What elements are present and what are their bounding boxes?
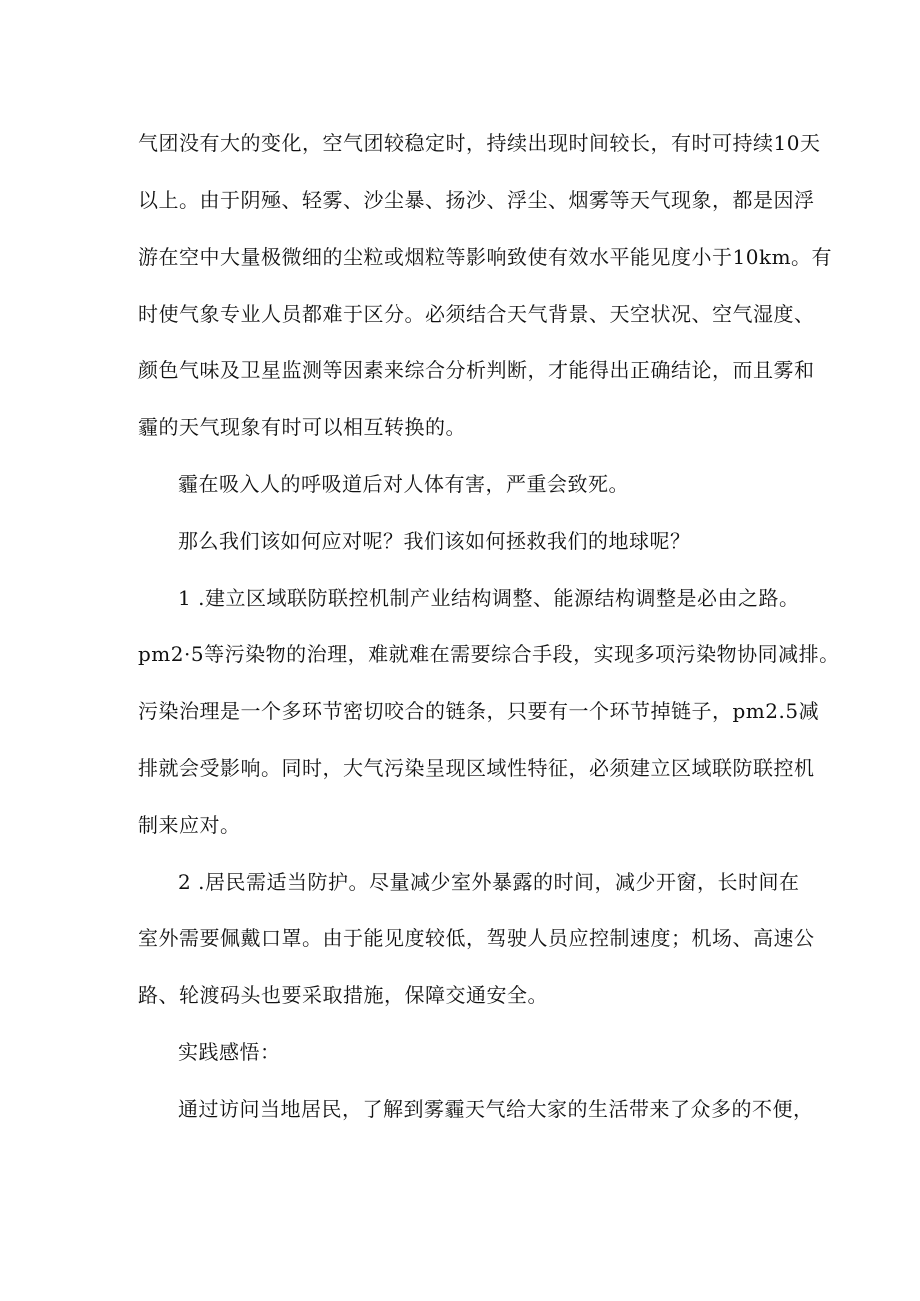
section-heading: 实践感悟：: [178, 1040, 281, 1064]
paragraph-line: 霾的天气现象有时可以相互转换的。: [138, 415, 466, 439]
paragraph-line: pm2·5等污染物的治理，难就难在需要综合手段，实现多项污染物协同减排。: [138, 642, 840, 666]
paragraph-line: 游在空中大量极微细的尘粒或烟粒等影响致使有效水平能见度小于10km。有: [138, 245, 833, 269]
paragraph-line: 气团没有大的变化，空气团较稳定时，持续出现时间较长，有时可持续10天: [138, 131, 821, 155]
paragraph-line: 颜色气味及卫星监测等因素来综合分析判断，才能得出正确结论，而且雾和: [138, 358, 815, 382]
paragraph-line: 时使气象专业人员都难于区分。必须结合天气背景、天空状况、空气湿度、: [138, 302, 815, 326]
paragraph-line: 通过访问当地居民，了解到雾霾天气给大家的生活带来了众多的不便，: [178, 1097, 814, 1121]
paragraph-line: 路、轮渡码头也要采取措施，保障交通安全。: [138, 983, 548, 1007]
paragraph-line: 排就会受影响。同时，大气污染呈现区域性特征，必须建立区域联防联控机: [138, 756, 815, 780]
list-item-2: 2 .居民需适当防护。尽量减少室外暴露的时间，减少开窗，长时间在: [178, 870, 800, 894]
paragraph-line: 以上。由于阴殛、轻雾、沙尘暴、扬沙、浮尘、烟雾等天气现象，都是因浮: [138, 188, 815, 212]
paragraph-line: 那么我们该如何应对呢？我们该如何拯救我们的地球呢？: [178, 529, 691, 553]
paragraph-line: 污染治理是一个多环节密切咬合的链条，只要有一个环节掉链子，pm2.5减: [138, 699, 820, 723]
list-item-1: 1 .建立区域联防联控机制产业结构调整、能源结构调整是必由之路。: [178, 586, 800, 610]
paragraph-line: 制来应对。: [138, 813, 241, 837]
paragraph-line: 霾在吸入人的呼吸道后对人体有害，严重会致死。: [178, 472, 629, 496]
paragraph-line: 室外需要佩戴口罩。由于能见度较低，驾驶人员应控制速度；机场、高速公: [138, 926, 815, 950]
